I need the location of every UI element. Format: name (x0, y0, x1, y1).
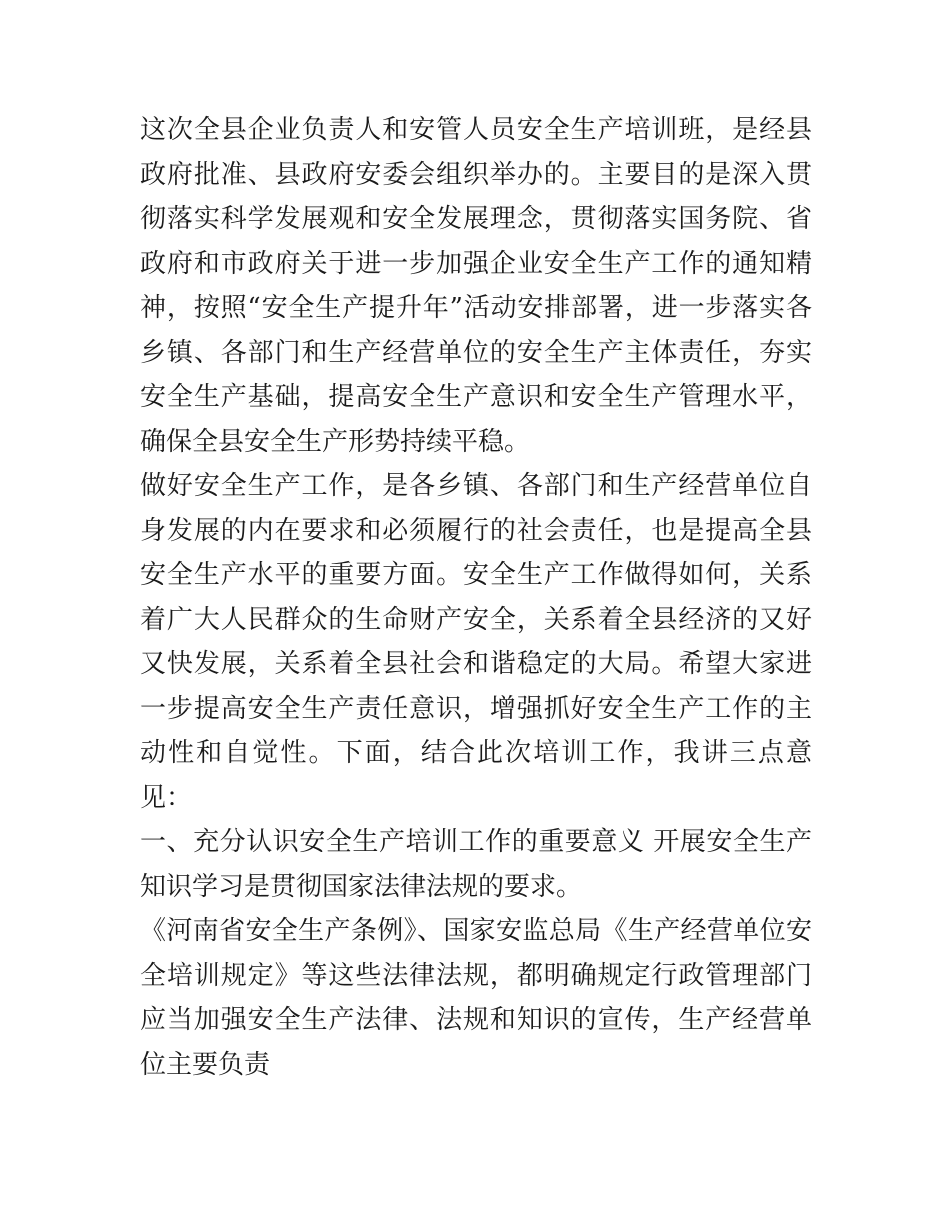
paragraph-regulations: 《河南省安全生产条例》、国家安监总局《生产经营单位安全培训规定》等这些法律法规，都明确规定行政管理部门应当加强安全生产法律、法规和知识的宣传，生产经营单位主要负责 (140, 916, 812, 1080)
paragraph-safety-importance: 做好安全生产工作，是各乡镇、各部门和生产经营单位自身发展的内在要求和必须履行的社会责任，也是提高全县安全生产水平的重要方面。安全生产工作做得如何，关系着广大人民群众的生命财产安全，关系着全县经济的又好又快发展，关系着全县社会和谐稳定的大局。希望大家进一步提高安全生产责任意识，增强抓好安全生产工作的主动性和自觉性。下面，结合此次培训工作，我讲三点意见： (140, 471, 812, 813)
section-heading-one: 一、充分认识安全生产培训工作的重要意义 开展安全生产知识学习是贯彻国家法律法规的要求。 (140, 827, 812, 902)
document-body (140, 108, 812, 1087)
paragraph-training-purpose: 这次全县企业负责人和安管人员安全生产培训班，是经县政府批准、县政府安委会组织举办的。主要目的是深入贯彻落实科学发展观和安全发展理念，贯彻落实国务院、省政府和市政府关于进一步加强企业安全生产工作的通知精神，按照“安全生产提升年”活动安排部署，进一步落实各乡镇、各部门和生产经营单位的安全生产主体责任，夯实安全生产基础，提高安全生产意识和安全生产管理水平，确保全县安全生产形势持续平稳。 (140, 115, 812, 457)
